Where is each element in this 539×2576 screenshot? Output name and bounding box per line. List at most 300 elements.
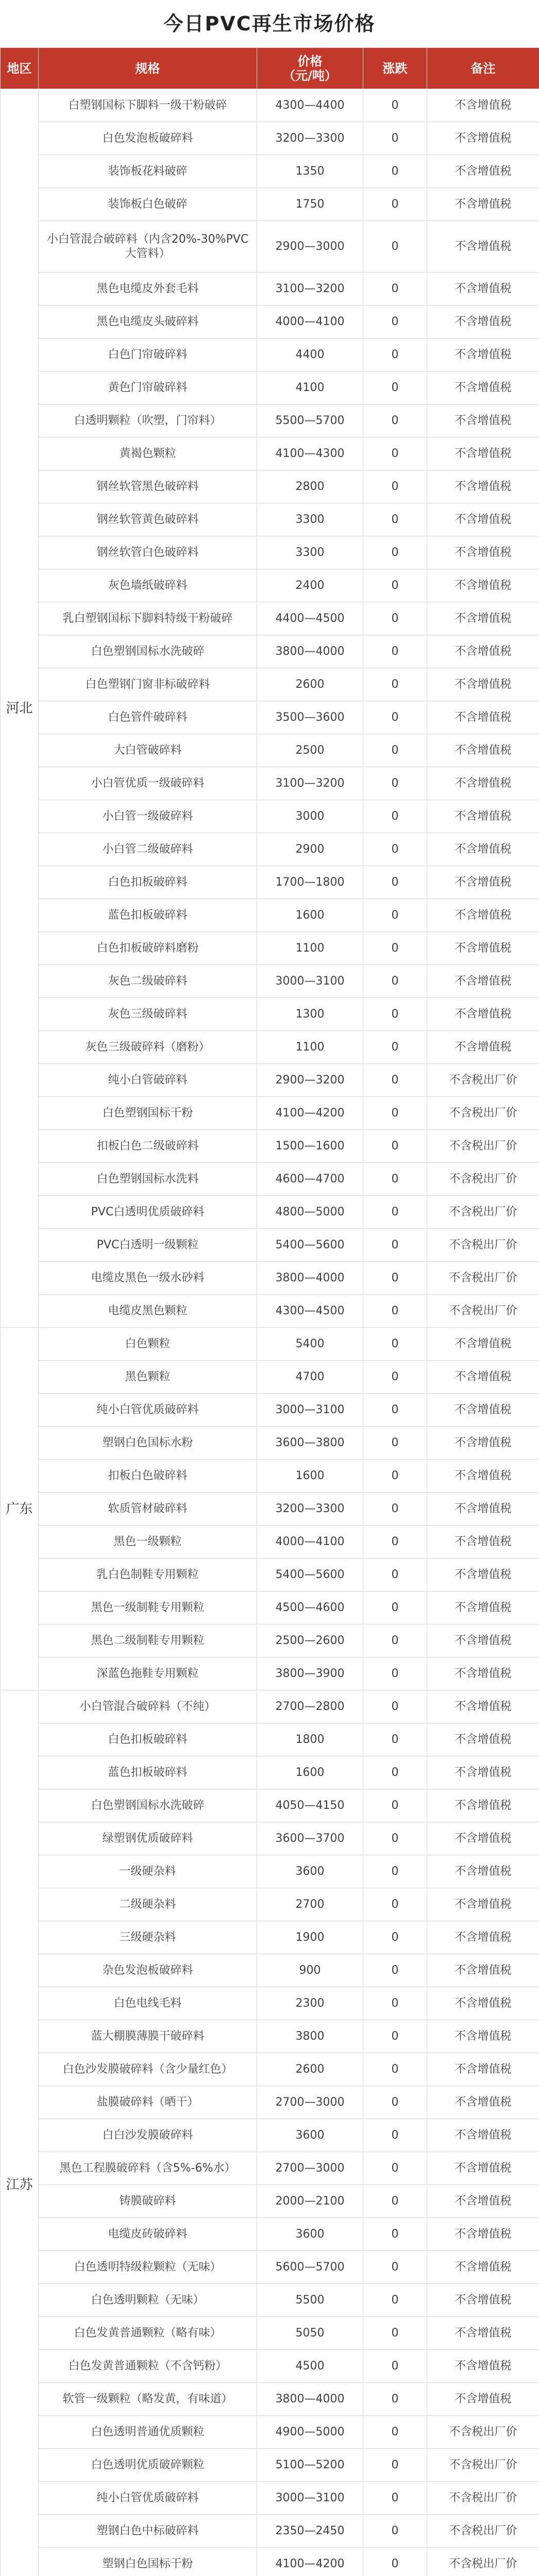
table-row [1, 1064, 539, 1097]
price-cell: 3800—4000 [257, 2383, 363, 2416]
price-cell: 3000—3100 [257, 965, 363, 998]
change-cell: 0 [363, 734, 427, 767]
price-cell: 3000—3100 [257, 2482, 363, 2515]
table-body [1, 89, 539, 2576]
change-cell: 0 [363, 1295, 427, 1328]
price-cell: 3800—4000 [257, 1262, 363, 1295]
price-cell: 1800 [257, 1723, 363, 1756]
price-cell: 2700—2800 [257, 1690, 363, 1723]
price-cell: 3200—3300 [257, 122, 363, 155]
spec-cell: 黑色工程膜破碎料（含5%-6%水） [39, 2152, 257, 2185]
price-cell: 3600—3700 [257, 1822, 363, 1855]
price-cell: 4400 [257, 338, 363, 371]
change-cell: 0 [363, 2515, 427, 2548]
price-cell: 3800—4000 [257, 635, 363, 668]
note-cell: 不含增值税 [427, 1822, 539, 1855]
note-cell: 不含增值税 [427, 404, 539, 437]
spec-cell: 白塑钢国标下脚料一级干粉破碎 [39, 89, 257, 122]
spec-cell: 扣板白色破碎料 [39, 1460, 257, 1493]
table-row [1, 1394, 539, 1427]
spec-cell: 蓝色扣板破碎料 [39, 899, 257, 932]
price-cell: 3000—3100 [257, 1394, 363, 1427]
note-cell: 不含增值税 [427, 2152, 539, 2185]
table-row [1, 668, 539, 701]
change-cell: 0 [363, 1657, 427, 1690]
note-cell: 不含增值税 [427, 800, 539, 833]
note-cell: 不含增值税 [427, 833, 539, 866]
table-row [1, 800, 539, 833]
table-row [1, 1526, 539, 1558]
table-row [1, 2086, 539, 2119]
price-cell: 4900—5000 [257, 2416, 363, 2449]
change-cell: 0 [363, 2284, 427, 2317]
price-cell: 2500 [257, 734, 363, 767]
note-cell: 不含增值税 [427, 2317, 539, 2350]
price-cell: 3000 [257, 800, 363, 833]
price-cell: 2700 [257, 1888, 363, 1921]
change-cell: 0 [363, 1328, 427, 1361]
spec-cell: 黑色一级制鞋专用颗粒 [39, 1591, 257, 1624]
change-cell: 0 [363, 635, 427, 668]
table-row [1, 2119, 539, 2152]
price-cell: 2700—3000 [257, 2086, 363, 2119]
note-cell: 不含增值税 [427, 1328, 539, 1361]
price-cell: 3300 [257, 503, 363, 536]
spec-cell: 钢丝软管黑色破碎料 [39, 470, 257, 503]
spec-cell: 灰色三级破碎料（磨粉） [39, 1031, 257, 1064]
spec-cell: 蓝大棚膜薄膜干破碎料 [39, 2020, 257, 2053]
spec-cell: 深蓝色拖鞋专用颗粒 [39, 1657, 257, 1690]
change-cell: 0 [363, 767, 427, 800]
spec-cell: 白色塑钢国标水洗破碎 [39, 1789, 257, 1822]
note-cell: 不含税出厂价 [427, 2515, 539, 2548]
change-cell: 0 [363, 437, 427, 470]
change-cell: 0 [363, 569, 427, 602]
spec-cell: 小白管一级破碎料 [39, 800, 257, 833]
change-cell: 0 [363, 1756, 427, 1789]
header-note: 备注 [427, 48, 539, 89]
note-cell: 不含增值税 [427, 1427, 539, 1460]
spec-cell: 白色塑钢国标水洗料 [39, 1163, 257, 1196]
note-cell: 不含增值税 [427, 635, 539, 668]
header-region: 地区 [1, 48, 39, 89]
price-cell: 2600 [257, 668, 363, 701]
note-cell: 不含增值税 [427, 866, 539, 899]
table-row [1, 1493, 539, 1526]
price-cell: 5100—5200 [257, 2449, 363, 2482]
price-cell: 3600—3800 [257, 1427, 363, 1460]
note-cell: 不含增值税 [427, 536, 539, 569]
change-cell: 0 [363, 833, 427, 866]
note-cell: 不含增值税 [427, 1657, 539, 1690]
price-cell: 5500 [257, 2284, 363, 2317]
price-cell: 3600 [257, 2218, 363, 2251]
spec-cell: 杂色发泡板破碎料 [39, 1954, 257, 1987]
note-cell: 不含增值税 [427, 1361, 539, 1394]
spec-cell: 钢丝软管黄色破碎料 [39, 503, 257, 536]
spec-cell: 白色扣板破碎料 [39, 1723, 257, 1756]
table-row [1, 536, 539, 569]
spec-cell: 灰色墙纸破碎料 [39, 569, 257, 602]
note-cell: 不含增值税 [427, 1690, 539, 1723]
change-cell: 0 [363, 2317, 427, 2350]
table-row [1, 470, 539, 503]
note-cell: 不含增值税 [427, 306, 539, 338]
table-header [1, 48, 539, 89]
spec-cell: 小白管优质一级破碎料 [39, 767, 257, 800]
table-row [1, 2251, 539, 2284]
spec-cell: 白色门帘破碎料 [39, 338, 257, 371]
table-row [1, 1163, 539, 1196]
note-cell: 不含增值税 [427, 602, 539, 635]
table-row [1, 1558, 539, 1591]
change-cell: 0 [363, 1723, 427, 1756]
table-row [1, 1130, 539, 1163]
table-row [1, 1097, 539, 1130]
note-cell: 不含增值税 [427, 1558, 539, 1591]
note-cell: 不含税出厂价 [427, 1097, 539, 1130]
page-title: 今日PVC再生市场价格 [163, 12, 376, 35]
spec-cell: 纯小白管优质破碎料 [39, 1394, 257, 1427]
note-cell: 不含增值税 [427, 470, 539, 503]
note-cell: 不含税出厂价 [427, 2482, 539, 2515]
price-cell: 1600 [257, 1460, 363, 1493]
table-row [1, 1229, 539, 1262]
note-cell: 不含增值税 [427, 1723, 539, 1756]
spec-cell: 小白管混合破碎料（内含20%-30%PVC大管料） [39, 221, 257, 273]
spec-cell: 乳白塑钢国标下脚料特级干粉破碎 [39, 602, 257, 635]
price-cell: 1600 [257, 1756, 363, 1789]
note-cell: 不含增值税 [427, 1954, 539, 1987]
price-cell: 5500—5700 [257, 404, 363, 437]
change-cell: 0 [363, 273, 427, 306]
price-cell: 4100—4300 [257, 437, 363, 470]
note-cell: 不含增值税 [427, 1888, 539, 1921]
table-row [1, 273, 539, 306]
note-cell: 不含增值税 [427, 1789, 539, 1822]
spec-cell: 白白沙发膜破碎料 [39, 2119, 257, 2152]
table-row [1, 437, 539, 470]
table-row [1, 965, 539, 998]
price-cell: 1100 [257, 932, 363, 965]
note-cell: 不含税出厂价 [427, 1163, 539, 1196]
table-row [1, 1196, 539, 1229]
price-cell: 3500—3600 [257, 701, 363, 734]
table-row [1, 404, 539, 437]
change-cell: 0 [363, 1921, 427, 1954]
spec-cell: 白色发黄普通颗粒（略有味） [39, 2317, 257, 2350]
table-row [1, 569, 539, 602]
change-cell: 0 [363, 965, 427, 998]
table-row [1, 2449, 539, 2482]
spec-cell: 白色扣板破碎料 [39, 866, 257, 899]
spec-cell: 白色透明颗粒（无味） [39, 2284, 257, 2317]
change-cell: 0 [363, 668, 427, 701]
table-row [1, 998, 539, 1031]
spec-cell: 白色管件破碎料 [39, 701, 257, 734]
price-cell: 900 [257, 1954, 363, 1987]
spec-cell: 黑色电缆皮外套毛料 [39, 273, 257, 306]
spec-cell: 塑钢白色中标破碎料 [39, 2515, 257, 2548]
note-cell: 不含增值税 [427, 668, 539, 701]
change-cell: 0 [363, 2152, 427, 2185]
table-row [1, 1328, 539, 1361]
spec-cell: 装饰板花料破碎 [39, 155, 257, 188]
price-cell: 1500—1600 [257, 1130, 363, 1163]
note-cell: 不含增值税 [427, 734, 539, 767]
change-cell: 0 [363, 89, 427, 122]
table-row [1, 833, 539, 866]
note-cell: 不含税出厂价 [427, 2416, 539, 2449]
table-row [1, 188, 539, 221]
price-cell: 4800—5000 [257, 1196, 363, 1229]
header-change: 涨跌 [363, 48, 427, 89]
table-row [1, 2284, 539, 2317]
change-cell: 0 [363, 122, 427, 155]
note-cell: 不含税出厂价 [427, 1262, 539, 1295]
spec-cell: 白色发黄普通颗粒（不含钙粉） [39, 2350, 257, 2383]
table-row [1, 2218, 539, 2251]
spec-cell: 黑色颗粒 [39, 1361, 257, 1394]
table-row [1, 2548, 539, 2576]
table-row [1, 2383, 539, 2416]
table-row [1, 221, 539, 273]
change-cell: 0 [363, 866, 427, 899]
change-cell: 0 [363, 1460, 427, 1493]
price-cell: 4300—4500 [257, 1295, 363, 1328]
change-cell: 0 [363, 1954, 427, 1987]
change-cell: 0 [363, 1591, 427, 1624]
note-cell: 不含增值税 [427, 998, 539, 1031]
table-row [1, 338, 539, 371]
note-cell: 不含增值税 [427, 1987, 539, 2020]
table-row [1, 1789, 539, 1822]
note-cell: 不含增值税 [427, 1526, 539, 1558]
spec-cell: 塑钢白色国标干粉 [39, 2548, 257, 2576]
spec-cell: PVC白透明优质破碎料 [39, 1196, 257, 1229]
price-cell: 3600 [257, 2119, 363, 2152]
spec-cell: 三级硬杂料 [39, 1921, 257, 1954]
change-cell: 0 [363, 1822, 427, 1855]
price-cell: 3100—3200 [257, 767, 363, 800]
change-cell: 0 [363, 2350, 427, 2383]
spec-cell: 白色透明优质破碎颗粒 [39, 2449, 257, 2482]
price-cell: 2350—2450 [257, 2515, 363, 2548]
table-row [1, 1031, 539, 1064]
note-cell: 不含增值税 [427, 1855, 539, 1888]
note-cell: 不含增值税 [427, 767, 539, 800]
change-cell: 0 [363, 1987, 427, 2020]
spec-cell: 灰色二级破碎料 [39, 965, 257, 998]
spec-cell: 乳白色制鞋专用颗粒 [39, 1558, 257, 1591]
change-cell: 0 [363, 2416, 427, 2449]
change-cell: 0 [363, 2482, 427, 2515]
note-cell: 不含增值税 [427, 569, 539, 602]
table-row [1, 1460, 539, 1493]
change-cell: 0 [363, 998, 427, 1031]
spec-cell: 电缆皮黑色一级水砂料 [39, 1262, 257, 1295]
spec-cell: 钢丝软管白色破碎料 [39, 536, 257, 569]
spec-cell: 白透明颗粒（吹塑，门帘料） [39, 404, 257, 437]
note-cell: 不含增值税 [427, 1394, 539, 1427]
change-cell: 0 [363, 1163, 427, 1196]
price-cell: 2900—3000 [257, 221, 363, 273]
spec-cell: 白色电线毛料 [39, 1987, 257, 2020]
header-price: 价格 （元/吨） [257, 48, 363, 89]
note-cell: 不含增值税 [427, 932, 539, 965]
spec-cell: 小白管二级破碎料 [39, 833, 257, 866]
spec-cell: 铸膜破碎料 [39, 2185, 257, 2218]
note-cell: 不含增值税 [427, 188, 539, 221]
price-cell: 4300—4400 [257, 89, 363, 122]
note-cell: 不含增值税 [427, 338, 539, 371]
change-cell: 0 [363, 2251, 427, 2284]
table-row [1, 2185, 539, 2218]
price-cell: 5400—5600 [257, 1229, 363, 1262]
change-cell: 0 [363, 1262, 427, 1295]
table-row [1, 1723, 539, 1756]
note-cell: 不含增值税 [427, 1921, 539, 1954]
change-cell: 0 [363, 602, 427, 635]
table-row [1, 306, 539, 338]
change-cell: 0 [363, 188, 427, 221]
spec-cell: 纯小白管优质破碎料 [39, 2482, 257, 2515]
table-row [1, 1822, 539, 1855]
spec-cell: 软质管材破碎料 [39, 1493, 257, 1526]
note-cell: 不含增值税 [427, 221, 539, 273]
spec-cell: 电缆皮黑色颗粒 [39, 1295, 257, 1328]
spec-cell: PVC白透明一级颗粒 [39, 1229, 257, 1262]
price-cell: 4700 [257, 1361, 363, 1394]
note-cell: 不含增值税 [427, 2053, 539, 2086]
table-row [1, 2317, 539, 2350]
note-cell: 不含增值税 [427, 1493, 539, 1526]
change-cell: 0 [363, 701, 427, 734]
change-cell: 0 [363, 1526, 427, 1558]
change-cell: 0 [363, 1130, 427, 1163]
change-cell: 0 [363, 536, 427, 569]
table-row [1, 371, 539, 404]
spec-cell: 白色发泡板破碎料 [39, 122, 257, 155]
note-cell: 不含增值税 [427, 2086, 539, 2119]
spec-cell: 黄色门帘破碎料 [39, 371, 257, 404]
table-row [1, 866, 539, 899]
header-row [1, 48, 539, 89]
price-cell: 2400 [257, 569, 363, 602]
change-cell: 0 [363, 2383, 427, 2416]
price-cell: 5050 [257, 2317, 363, 2350]
table-row [1, 1987, 539, 2020]
price-cell: 2500—2600 [257, 1624, 363, 1657]
change-cell: 0 [363, 1196, 427, 1229]
price-cell: 4600—4700 [257, 1163, 363, 1196]
spec-cell: 黑色电缆皮头破碎料 [39, 306, 257, 338]
note-cell: 不含增值税 [427, 437, 539, 470]
change-cell: 0 [363, 1064, 427, 1097]
price-cell: 5400—5600 [257, 1558, 363, 1591]
note-cell: 不含税出厂价 [427, 1196, 539, 1229]
change-cell: 0 [363, 1855, 427, 1888]
change-cell: 0 [363, 221, 427, 273]
price-cell: 3800—3900 [257, 1657, 363, 1690]
table-row [1, 1954, 539, 1987]
price-cell: 5400 [257, 1328, 363, 1361]
change-cell: 0 [363, 1888, 427, 1921]
spec-cell: 白色透明特级粒颗粒（无味） [39, 2251, 257, 2284]
note-cell: 不含增值税 [427, 2020, 539, 2053]
change-cell: 0 [363, 1624, 427, 1657]
table-row [1, 1591, 539, 1624]
price-cell: 4100—4200 [257, 1097, 363, 1130]
price-cell: 1350 [257, 155, 363, 188]
price-cell: 3600 [257, 1855, 363, 1888]
table-row [1, 899, 539, 932]
spec-cell: 二级硬杂料 [39, 1888, 257, 1921]
change-cell: 0 [363, 1493, 427, 1526]
note-cell: 不含增值税 [427, 2185, 539, 2218]
change-cell: 0 [363, 2053, 427, 2086]
spec-cell: 一级硬杂料 [39, 1855, 257, 1888]
change-cell: 0 [363, 2548, 427, 2576]
change-cell: 0 [363, 1031, 427, 1064]
table-row [1, 89, 539, 122]
change-cell: 0 [363, 1361, 427, 1394]
table-row [1, 635, 539, 668]
table-row [1, 2020, 539, 2053]
note-cell: 不含增值税 [427, 2284, 539, 2317]
price-cell: 2800 [257, 470, 363, 503]
spec-cell: 电缆皮砖破碎料 [39, 2218, 257, 2251]
note-cell: 不含税出厂价 [427, 1130, 539, 1163]
region-cell: 广东 [1, 1328, 39, 1690]
spec-cell: 黑色二级制鞋专用颗粒 [39, 1624, 257, 1657]
table-row [1, 932, 539, 965]
change-cell: 0 [363, 1394, 427, 1427]
note-cell: 不含增值税 [427, 155, 539, 188]
spec-cell: 大白管破碎料 [39, 734, 257, 767]
spec-cell: 蓝色扣板破碎料 [39, 1756, 257, 1789]
note-cell: 不含增值税 [427, 1756, 539, 1789]
spec-cell: 软管一级颗粒（略发黄，有味道） [39, 2383, 257, 2416]
change-cell: 0 [363, 306, 427, 338]
change-cell: 0 [363, 155, 427, 188]
price-cell: 4500 [257, 2350, 363, 2383]
price-cell: 4400—4500 [257, 602, 363, 635]
spec-cell: 灰色三级破碎料 [39, 998, 257, 1031]
note-cell: 不含税出厂价 [427, 2548, 539, 2576]
change-cell: 0 [363, 503, 427, 536]
note-cell: 不含增值税 [427, 371, 539, 404]
change-cell: 0 [363, 1229, 427, 1262]
table-row [1, 1888, 539, 1921]
note-cell: 不含增值税 [427, 2251, 539, 2284]
note-cell: 不含增值税 [427, 1624, 539, 1657]
spec-cell: 白色塑钢国标干粉 [39, 1097, 257, 1130]
note-cell: 不含税出厂价 [427, 1295, 539, 1328]
table-row [1, 1756, 539, 1789]
price-table [0, 47, 539, 2576]
note-cell: 不含增值税 [427, 503, 539, 536]
spec-cell: 白色颗粒 [39, 1328, 257, 1361]
table-row [1, 1855, 539, 1888]
change-cell: 0 [363, 2020, 427, 2053]
table-row [1, 1624, 539, 1657]
table-row [1, 1295, 539, 1328]
change-cell: 0 [363, 404, 427, 437]
note-cell: 不含税出厂价 [427, 1064, 539, 1097]
price-cell: 1300 [257, 998, 363, 1031]
table-row [1, 2515, 539, 2548]
